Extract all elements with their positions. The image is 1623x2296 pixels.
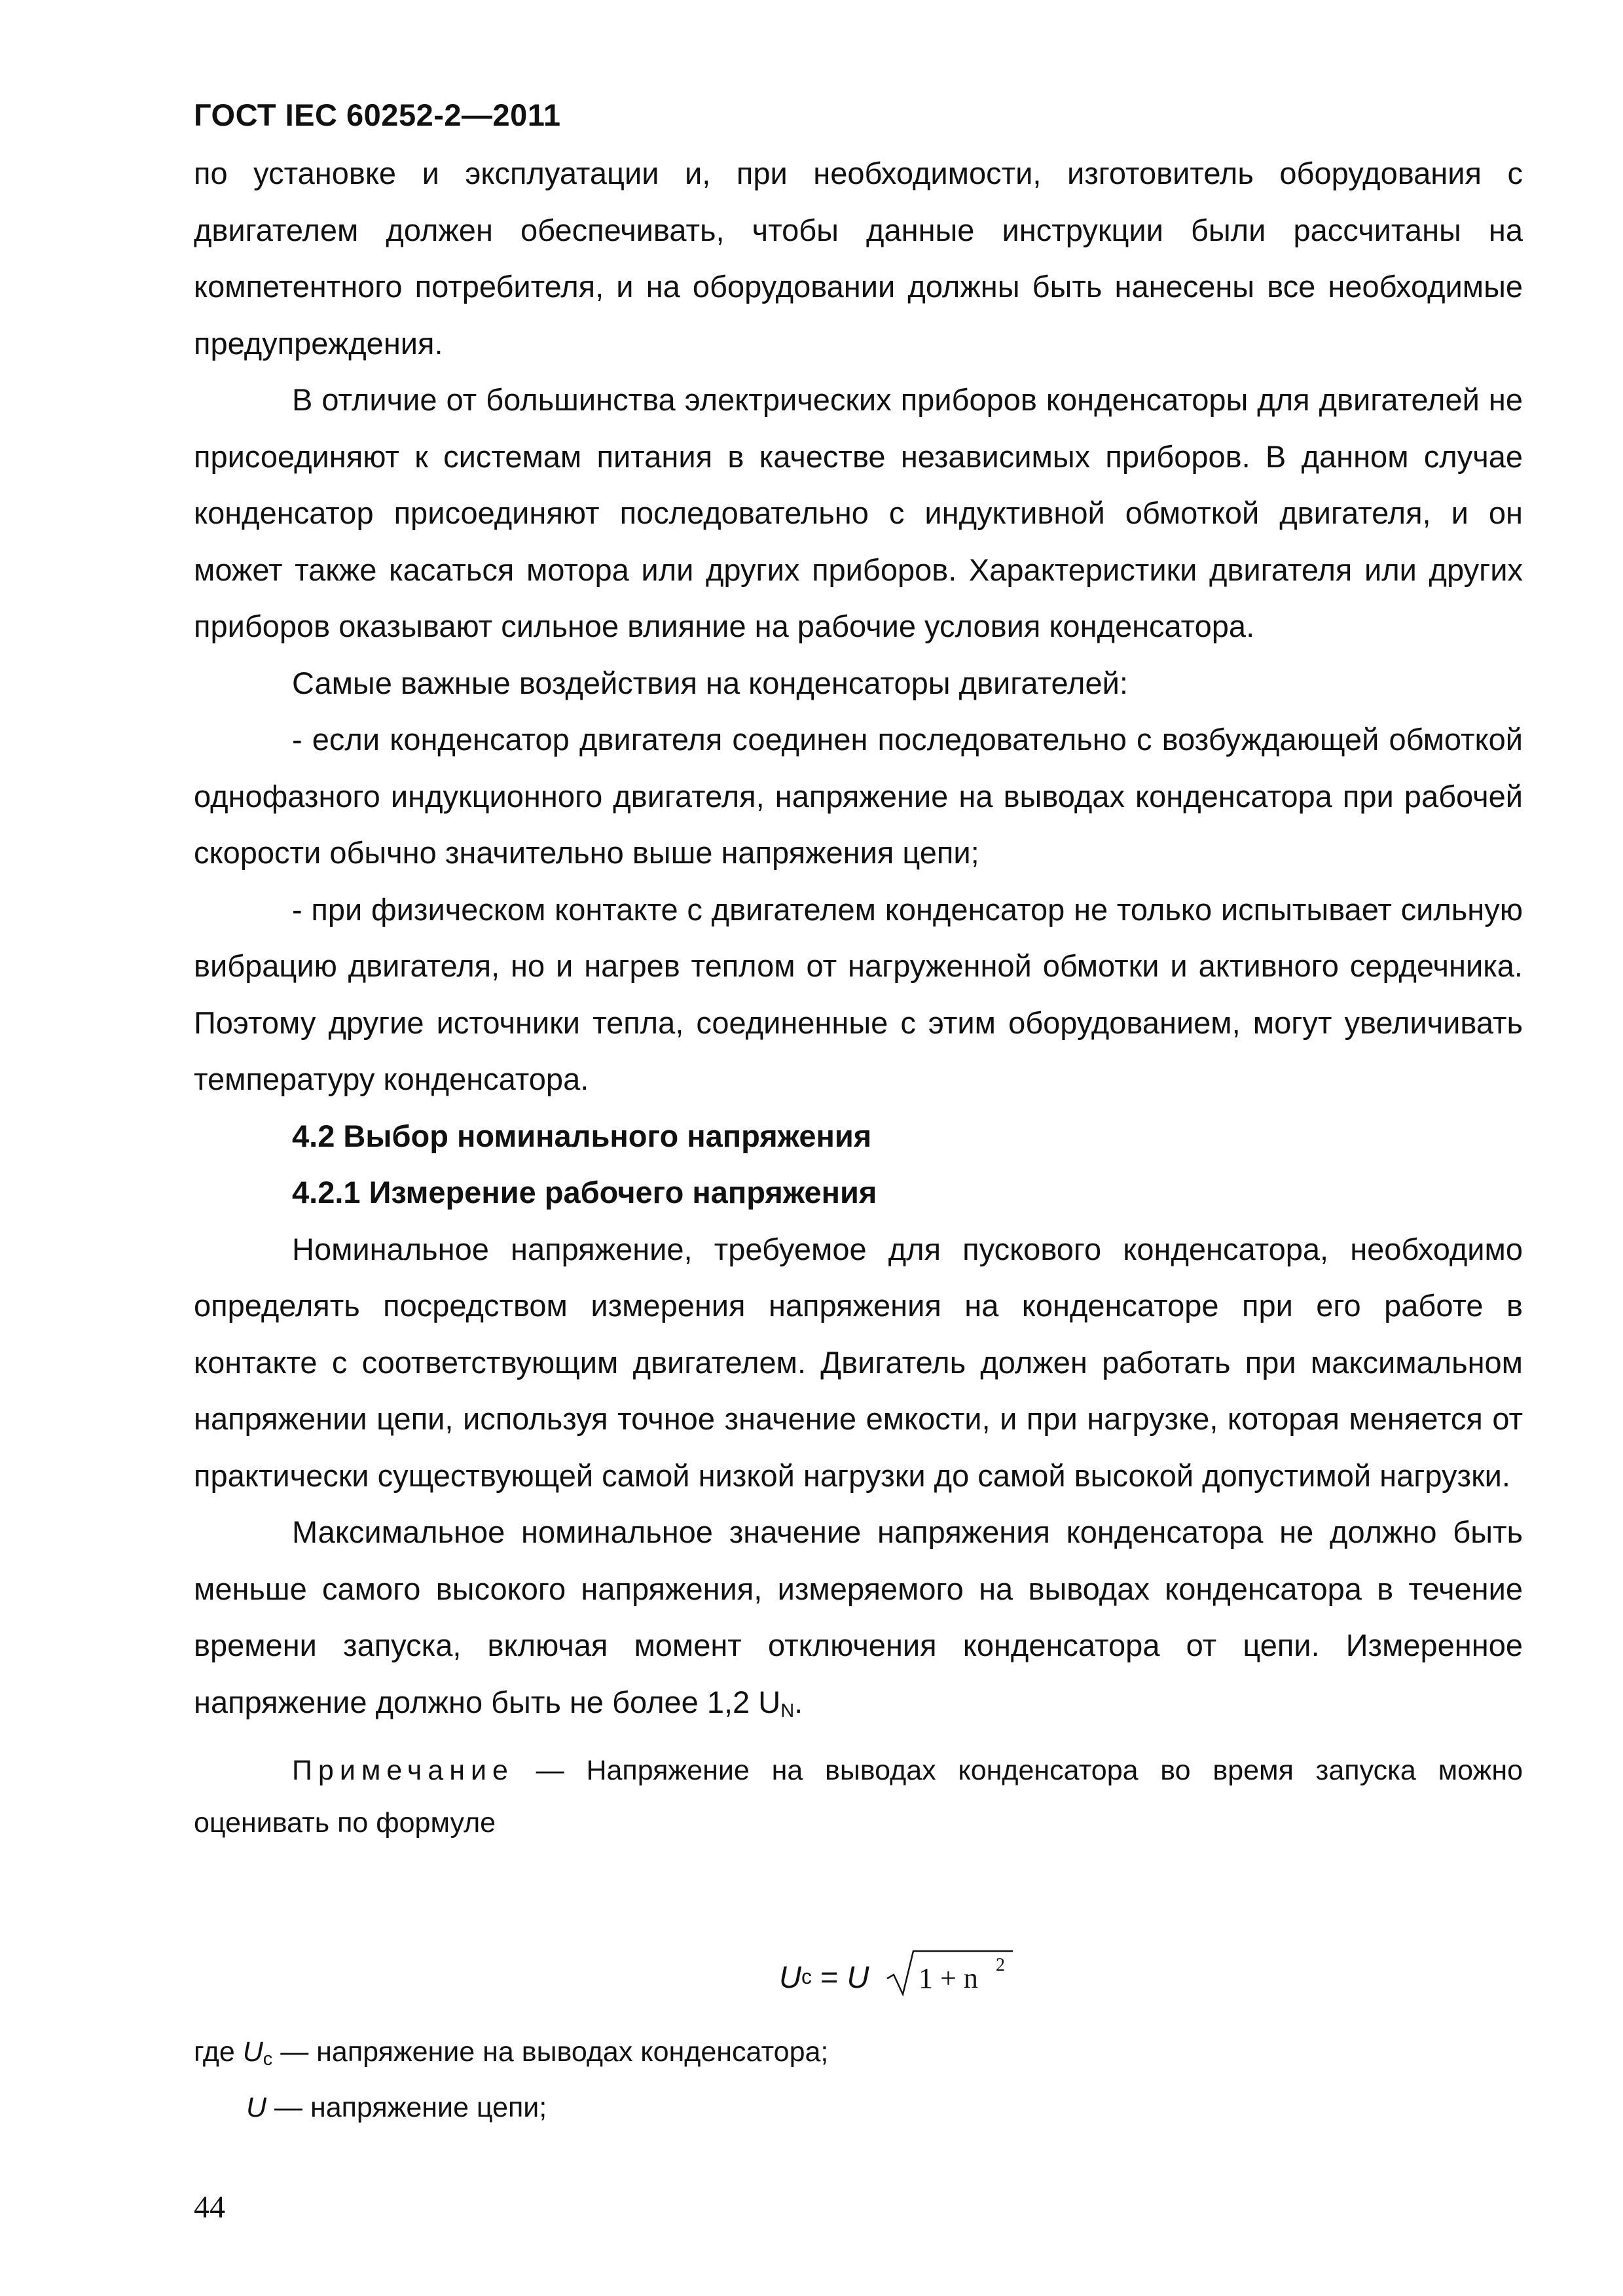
where-line-1	[194, 2026, 828, 2085]
where-symbol: U	[242, 2036, 263, 2068]
paragraph-text: Максимальное номинальное значение напряжения конденсатора не должно быть меньше самого высокого напряжения, измеряемого на выводах конденсатора в течение времени запуска, включая момент отключения конденсатора от цепи. Измеренное напряжение должно быть не более 1,2 U	[194, 1515, 1523, 1719]
subsection-heading: 4.2.1 Измерение рабочего напряжения	[292, 1175, 877, 1210]
where-symbol: U	[246, 2092, 267, 2123]
where-line-2	[246, 2081, 547, 2134]
paragraph: Номинальное напряжение, требуемое для пускового конденсатора, необходимо определять посредством измерения напряжения на конденсаторе при его работе в контакте с соответствующим двигателем. Двигатель должен работать при максимальном напряжении цепи, используя точное значение емкости, и при нагрузке, которая меняется от практически существующей самой низкой нагрузки до самой высокой допустимой нагрузки.	[194, 1231, 1523, 1493]
formula-lhs-sub: c	[801, 1964, 812, 1988]
list-item: - при физическом контакте с двигателем конденсатор не только испытывает сильную вибрацию двигателя, но и нагрев теплом от нагруженной обмотки и активного сердечника. Поэтому другие источники тепла, соединенные с этим оборудованием, могут увеличивать температуру конденсатора.	[194, 891, 1523, 1096]
paragraph: Самые важные воздействия на конденсаторы двигателей:	[292, 665, 1128, 700]
formula-rhs: U	[847, 1959, 869, 1994]
radicand: 1 + n	[919, 1962, 979, 1994]
body-text	[194, 145, 1523, 1849]
paragraph: по установке и эксплуатации и, при необходимости, изготовитель оборудования с двигателем должен обеспечивать, чтобы данные инструкции были рассчитаны на компетентного потребителя, и на оборудовании должны быть нанесены все необходимые предупреждения.	[194, 156, 1523, 361]
document-header: ГОСТ IEC 60252-2—2011	[194, 98, 561, 132]
sqrt-svg	[884, 1947, 1015, 2000]
where-symbol-sub: c	[263, 2049, 273, 2070]
page-number: 44	[194, 2190, 225, 2225]
list-item: - если конденсатор двигателя соединен последовательно с возбуждающей обмоткой однофазного индукционного двигателя, напряжение на выводах конденсатора при рабочей скорости обычно значительно выше напряжения цепи;	[194, 722, 1523, 870]
formula	[779, 1947, 1015, 2006]
sqrt-symbol	[884, 1947, 1015, 2007]
note-label: Примечание	[292, 1755, 514, 1786]
where-definition: — напряжение цепи;	[266, 2092, 547, 2123]
note	[194, 1744, 1523, 1849]
subscript: N	[780, 1700, 795, 1721]
section-heading: 4.2 Выбор номинального напряжения	[292, 1118, 872, 1153]
paragraph: В отличие от большинства электрических приборов конденсаторы для двигателей не присоединяют к системам питания в качестве независимых приборов. В данном случае конденсатор присоединяют последовательно с индуктивной обмоткой двигателя, и он может также касаться мотора или других приборов. Характеристики двигателя или других приборов оказывают сильное влияние на рабочие условия конденсатора.	[194, 382, 1523, 643]
formula-equals: =	[811, 1959, 847, 1994]
paragraph-end: .	[794, 1684, 803, 1719]
note-text: — Напряжение на выводах конденсатора во время запуска можно оценивать по формуле	[194, 1755, 1523, 1839]
paragraph	[194, 1504, 1523, 1739]
where-prefix: где	[194, 2036, 243, 2068]
exponent: 2	[996, 1954, 1006, 1975]
formula-lhs: U	[779, 1959, 801, 1994]
where-definition: — напряжение на выводах конденсатора;	[272, 2036, 829, 2068]
